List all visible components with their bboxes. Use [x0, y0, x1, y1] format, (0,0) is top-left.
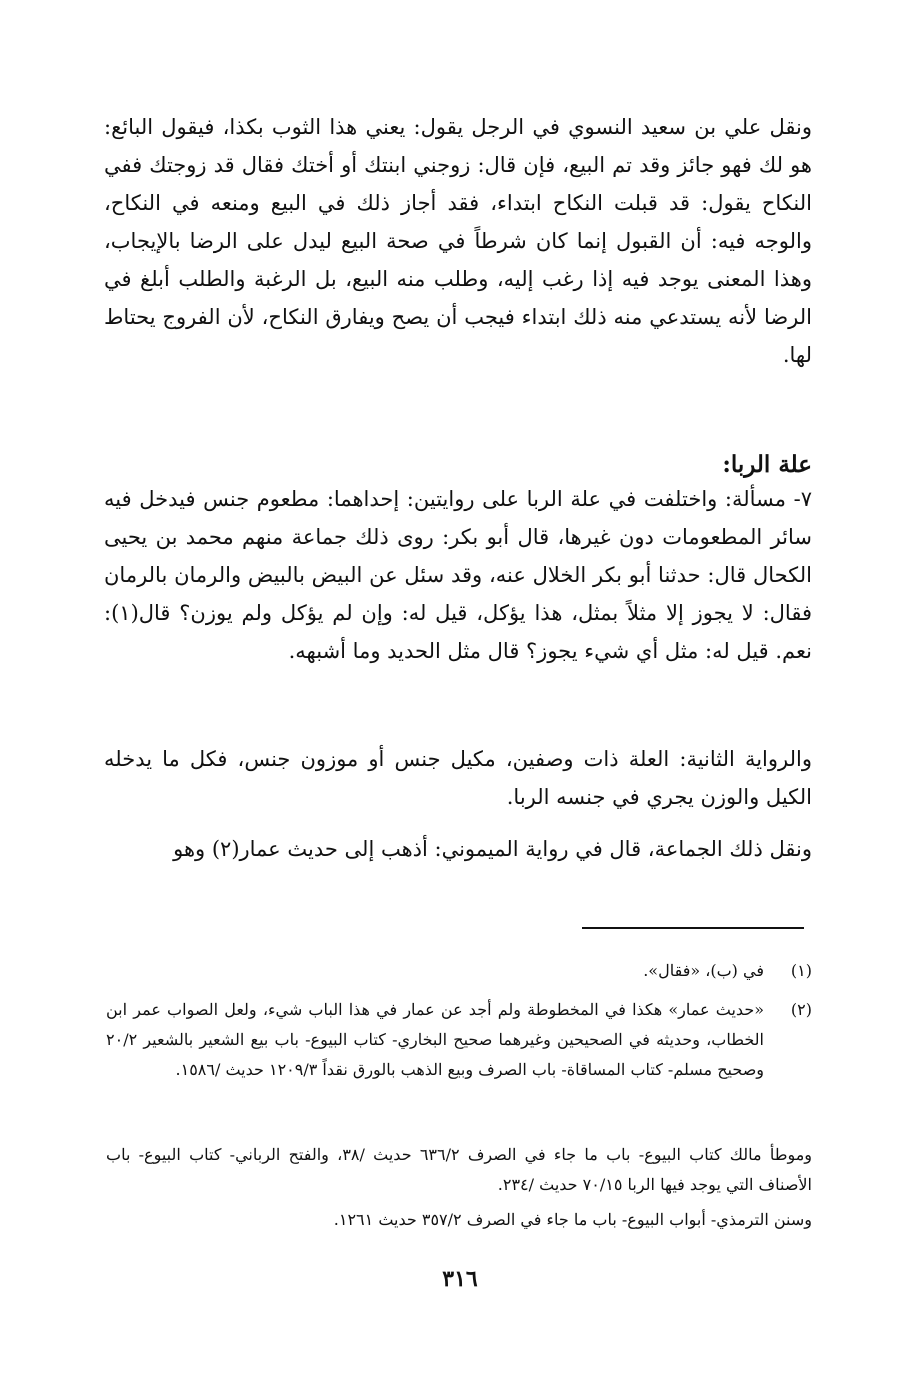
footnote-1	[106, 956, 812, 986]
footnote-2	[106, 995, 812, 1085]
section-heading: علة الربا:	[722, 451, 812, 478]
footnote-2-continuation-muwatta: وموطأ مالك كتاب البيوع- باب ما جاء في الصرف ٦٣٦/٢ حديث /٣٨، والفتح الرباني- كتاب البيوع- باب الأصناف التي يوجد فيها الربا ٧٠/١٥ حديث /٢٣٤.	[106, 1145, 813, 1194]
page-number: ٣١٦	[442, 1266, 478, 1292]
footnote-number: (١)	[790, 961, 812, 980]
paragraph-nasawi-narration: ونقل علي بن سعيد النسوي في الرجل يقول: يعني هذا الثوب بكذا، فيقول البائع: هو لك فهو جائز وقد تم البيع، فإن قال: زوجني ابنتك أو أختك فقال قد زوجتك ففي النكاح يقول: قد قبلت النكاح ابتداء، فقد أجاز ذلك في البيع ومنعه في النكاح، والوجه فيه: أن القبول إنما كان شرطاً في صحة البيع ليدل على الرضا بالإيجاب، وهذا المعنى يوجد فيه إذا رغب إليه، وطلب منه البيع، بل الرغبة والطلب أبلغ في الرضا لأنه يستدعي منه ذلك ابتداء فيجب أن يصح ويفارق النكاح، لأن الفروج يحتاط لها.	[104, 115, 812, 367]
paragraph-second-narration: والرواية الثانية: العلة ذات وصفين، مكيل جنس أو موزون جنس، فكل ما يدخله الكيل والوزن يجري في جنسه الربا.	[104, 747, 812, 809]
paragraph-issue-7: ٧- مسألة: واختلفت في علة الربا على روايتين: إحداهما: مطعوم جنس فيدخل فيه سائر المطعومات دون غيرها، قال أبو بكر: روى ذلك جماعة منهم محمد بن يحيى الكحال قال: حدثنا أبو بكر الخلال عنه، وقد سئل عن البيض بالبيض والرمان بالرمان فقال: لا يجوز إلا مثلاً بمثل، هذا يؤكل، قيل له: وإن لم يؤكل ولم يوزن؟ قال(١): نعم. قيل له: مثل أي شيء يجوز؟ قال مثل الحديد وما أشبهه.	[104, 487, 812, 663]
paragraph-maymuni-narration: ونقل ذلك الجماعة، قال في رواية الميموني: أذهب إلى حديث عمار(٢) وهو	[173, 837, 812, 861]
footnote-text: في (ب)، «فقال».	[643, 961, 764, 980]
footnote-text: «حديث عمار» هكذا في المخطوطة ولم أجد عن عمار في هذا الباب شيء، ولعل الصواب عمر ابن الخطاب، وحديثه في الصحيحين وغيرهما صحيح البخاري- كتاب البيوع- باب بيع الشعير بالشعير ٢٠/٢ وصحيح مسلم- كتاب المساقاة- باب الصرف وبيع الذهب بالورق نقداً ١٢٠٩/٣ حديث /١٥٨٦.	[106, 1000, 764, 1079]
footnote-number: (٢)	[790, 1000, 812, 1019]
footnote-separator	[582, 927, 804, 929]
footnote-2-continuation-tirmidhi: وسنن الترمذي- أبواب البيوع- باب ما جاء في الصرف ٣٥٧/٢ حديث ١٢٦١.	[333, 1210, 812, 1229]
